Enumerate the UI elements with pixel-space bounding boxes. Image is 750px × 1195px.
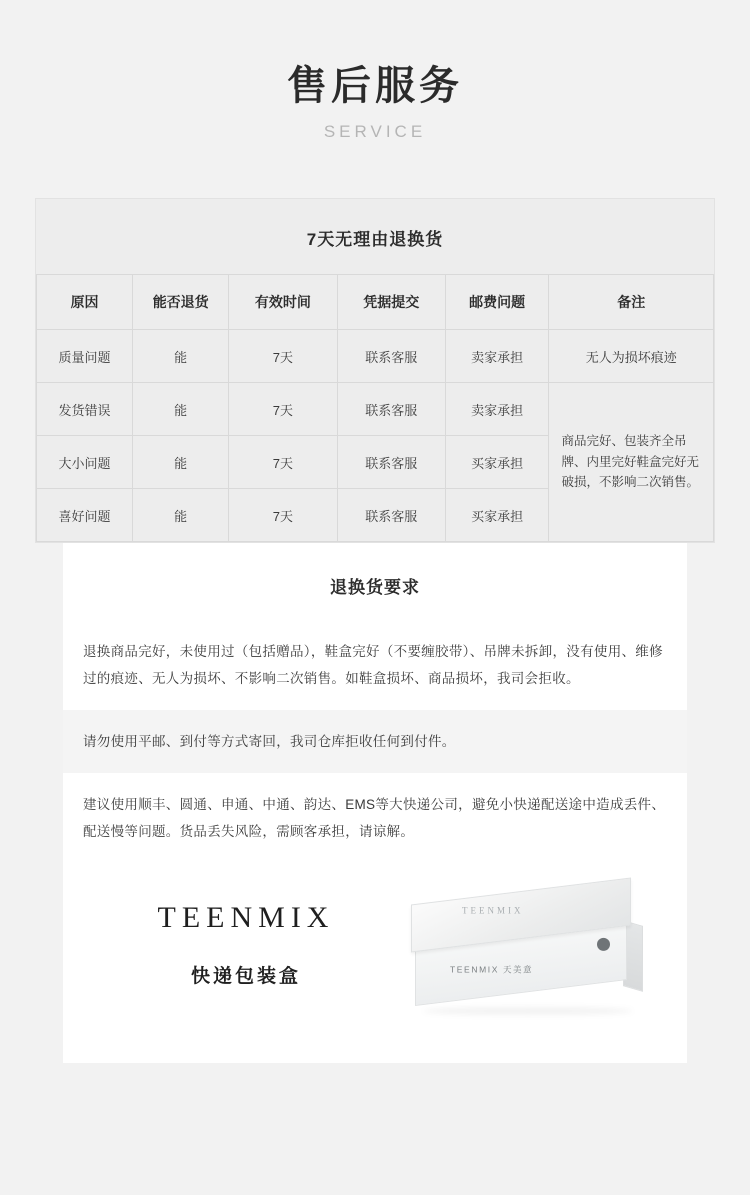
cell-shipping-fee: 买家承担 bbox=[445, 489, 549, 542]
brand-name: TEENMIX bbox=[157, 901, 335, 934]
refund-table-title: 7天无理由退换货 bbox=[306, 230, 444, 249]
requirement-item: 请勿使用平邮、到付等方式寄回，我司仓库拒收任何到付件。 bbox=[63, 710, 687, 773]
requirement-item: 建议使用顺丰、圆通、申通、中通、韵达、EMS等大快递公司，避免小快递配送途中造成丢件、配送慢等问题。货品丢失风险，需顾客承担，请谅解。 bbox=[83, 797, 666, 839]
requirements-title: 退换货要求 bbox=[330, 578, 420, 597]
cell-returnable: 能 bbox=[133, 330, 229, 383]
column-header-proof: 凭据提交 bbox=[337, 275, 445, 330]
cell-reason: 质量问题 bbox=[37, 330, 133, 383]
box-lid-label: TEENMIX bbox=[462, 905, 524, 916]
cell-note: 无人为损坏痕迹 bbox=[549, 330, 714, 383]
brand-packaging-block bbox=[63, 863, 687, 1063]
refund-policy-table bbox=[36, 274, 714, 542]
box-shadow bbox=[423, 1007, 633, 1015]
cell-reason: 喜好问题 bbox=[37, 489, 133, 542]
column-header-shipping-fee: 邮费问题 bbox=[445, 275, 549, 330]
column-header-returnable: 能否退货 bbox=[133, 275, 229, 330]
brand-text-group bbox=[121, 901, 371, 988]
shipping-box-illustration bbox=[393, 881, 663, 1031]
cell-proof: 联系客服 bbox=[337, 330, 445, 383]
table-row bbox=[37, 330, 714, 383]
return-requirements-block bbox=[63, 543, 687, 863]
cell-proof: 联系客服 bbox=[337, 489, 445, 542]
column-header-reason: 原因 bbox=[37, 275, 133, 330]
page-subtitle: SERVICE bbox=[323, 122, 427, 141]
column-header-valid-time: 有效时间 bbox=[229, 275, 337, 330]
cell-reason: 大小问题 bbox=[37, 436, 133, 489]
table-header-row bbox=[37, 275, 714, 330]
cell-returnable: 能 bbox=[133, 436, 229, 489]
requirement-item: 退换商品完好，未使用过（包括赠品），鞋盒完好（不要缠胶带）、吊牌未拆卸，没有使用、维修过的痕迹、无人为损坏、不影响二次销售。如鞋盒损坏、商品损坏，我司会拒收。 bbox=[83, 644, 663, 686]
cell-proof: 联系客服 bbox=[337, 436, 445, 489]
box-handle-hole-icon bbox=[597, 938, 610, 951]
page-header bbox=[0, 0, 750, 142]
refund-policy-table-block bbox=[35, 198, 715, 543]
table-row bbox=[37, 383, 714, 436]
box-body-label: TEENMIX 天美意 bbox=[450, 964, 534, 975]
cell-proof: 联系客服 bbox=[337, 383, 445, 436]
cell-reason: 发货错误 bbox=[37, 383, 133, 436]
cell-valid-time: 7天 bbox=[229, 436, 337, 489]
column-header-note: 备注 bbox=[549, 275, 714, 330]
cell-shipping-fee: 卖家承担 bbox=[445, 330, 549, 383]
cell-shipping-fee: 买家承担 bbox=[445, 436, 549, 489]
cell-merged-note: 商品完好、包装齐全吊牌、内里完好鞋盒完好无破损，不影响二次销售。 bbox=[549, 383, 714, 542]
cell-shipping-fee: 卖家承担 bbox=[445, 383, 549, 436]
cell-valid-time: 7天 bbox=[229, 383, 337, 436]
brand-subtitle: 快递包装盒 bbox=[190, 966, 301, 987]
cell-returnable: 能 bbox=[133, 383, 229, 436]
cell-returnable: 能 bbox=[133, 489, 229, 542]
cell-valid-time: 7天 bbox=[229, 330, 337, 383]
page-title: 售后服务 bbox=[287, 64, 463, 108]
cell-valid-time: 7天 bbox=[229, 489, 337, 542]
